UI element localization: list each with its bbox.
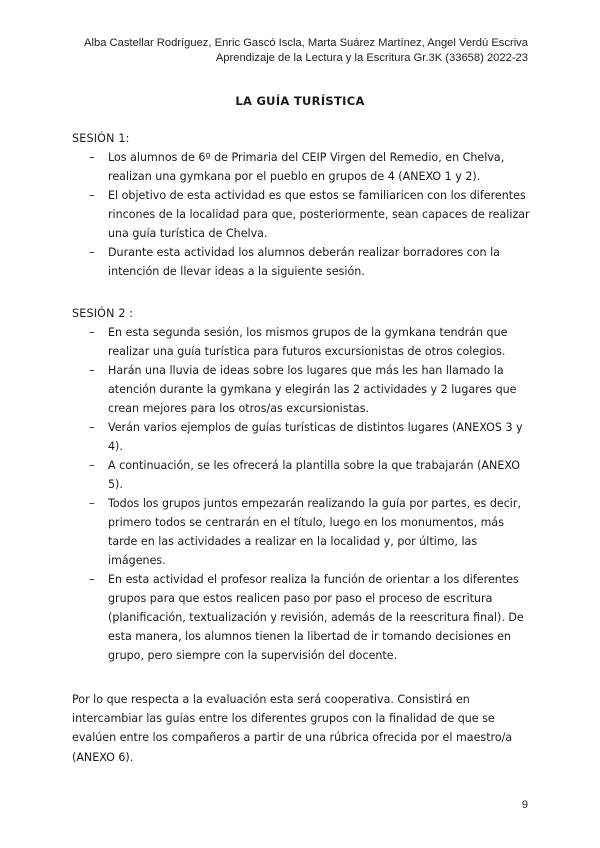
bullet-dash: – [89,326,95,339]
evaluation-paragraph: Por lo que respecta a la evaluación esta será cooperativa. Consistirá en intercambiar las guías entre los diferentes grupos con la finalidad de que se evalúen entre los compañeros a partir de una rúbrica ofrecida por el maestro/a (ANEXO 6). [72,693,513,764]
header-course: Aprendizaje de la Lectura y la Escritura Gr.3K (33658) 2022-23 [215,52,528,64]
list-item [72,148,532,186]
list-item [72,570,532,665]
session-2-list [72,323,532,665]
header-authors: Alba Castellar Rodríguez, Enric Gascó Iscla, Marta Suárez Martínez, Angel Verdú Escriva [84,37,528,49]
session-1-heading: SESIÓN 1: [72,132,130,145]
session-2-section [72,304,532,665]
list-item [72,361,532,418]
bullet-dash: – [89,497,95,510]
list-item-text: En esta actividad el profesor realiza la función de orientar a los diferentes grupos para que estos realicen paso por paso el proceso de escritura (planificación, textualización y revisión, además de la reescritura final). De esta manera, los alumnos tienen la libertad de ir tomando decisiones en grupo, pero siempre con la supervisión del docente. [108,573,524,662]
evaluation-section [72,690,532,767]
bullet-dash: – [89,189,95,202]
page-number: 9 [521,799,528,811]
session-1-list [72,148,532,281]
bullet-dash: – [89,459,95,472]
list-item [72,186,532,243]
list-item-text: Todos los grupos juntos empezarán realizando la guía por partes, es decir, primero todos se centrarán en el título, luego en los monumentos, más tarde en las actividades a realizar en la localidad y, por último, las imágenes. [108,497,521,567]
bullet-dash: – [89,421,95,434]
bullet-dash: – [89,364,95,377]
list-item-text: A continuación, se les ofrecerá la plantilla sobre la que trabajarán (ANEXO 5). [108,459,520,491]
list-item-text: Harán una lluvia de ideas sobre los lugares que más les han llamado la atención durante la gymkana y elegirán las 2 actividades y 2 lugares que crean mejores para los otros/as excursionistas. [108,364,517,415]
document-title: LA GUÍA TURÍSTICA [235,94,365,108]
list-item [72,323,532,361]
list-item-text: En esta segunda sesión, los mismos grupos de la gymkana tendrán que realizar una guía turística para futuros excursionistas de otros colegios. [108,326,508,358]
list-item [72,456,532,494]
list-item-text: Los alumnos de 6º de Primaria del CEIP Virgen del Remedio, en Chelva, realizan una gymkana por el pueblo en grupos de 4 (ANEXO 1 y 2). [108,151,505,183]
list-item-text: Verán varios ejemplos de guías turísticas de distintos lugares (ANEXOS 3 y 4). [108,421,523,453]
list-item [72,243,532,281]
session-2-heading: SESIÓN 2 : [72,307,134,320]
page-header [48,36,528,66]
session-1-section [72,129,532,281]
list-item-text: El objetivo de esta actividad es que estos se familiaricen con los diferentes rincones de la localidad para que, posteriormente, sean capaces de realizar una guía turística de Chelva. [108,189,530,240]
list-item [72,418,532,456]
list-item [72,494,532,570]
bullet-dash: – [89,151,95,164]
bullet-dash: – [89,246,95,259]
list-item-text: Durante esta actividad los alumnos deberán realizar borradores con la intención de llevar ideas a la siguiente sesión. [108,246,500,278]
bullet-dash: – [89,573,95,586]
